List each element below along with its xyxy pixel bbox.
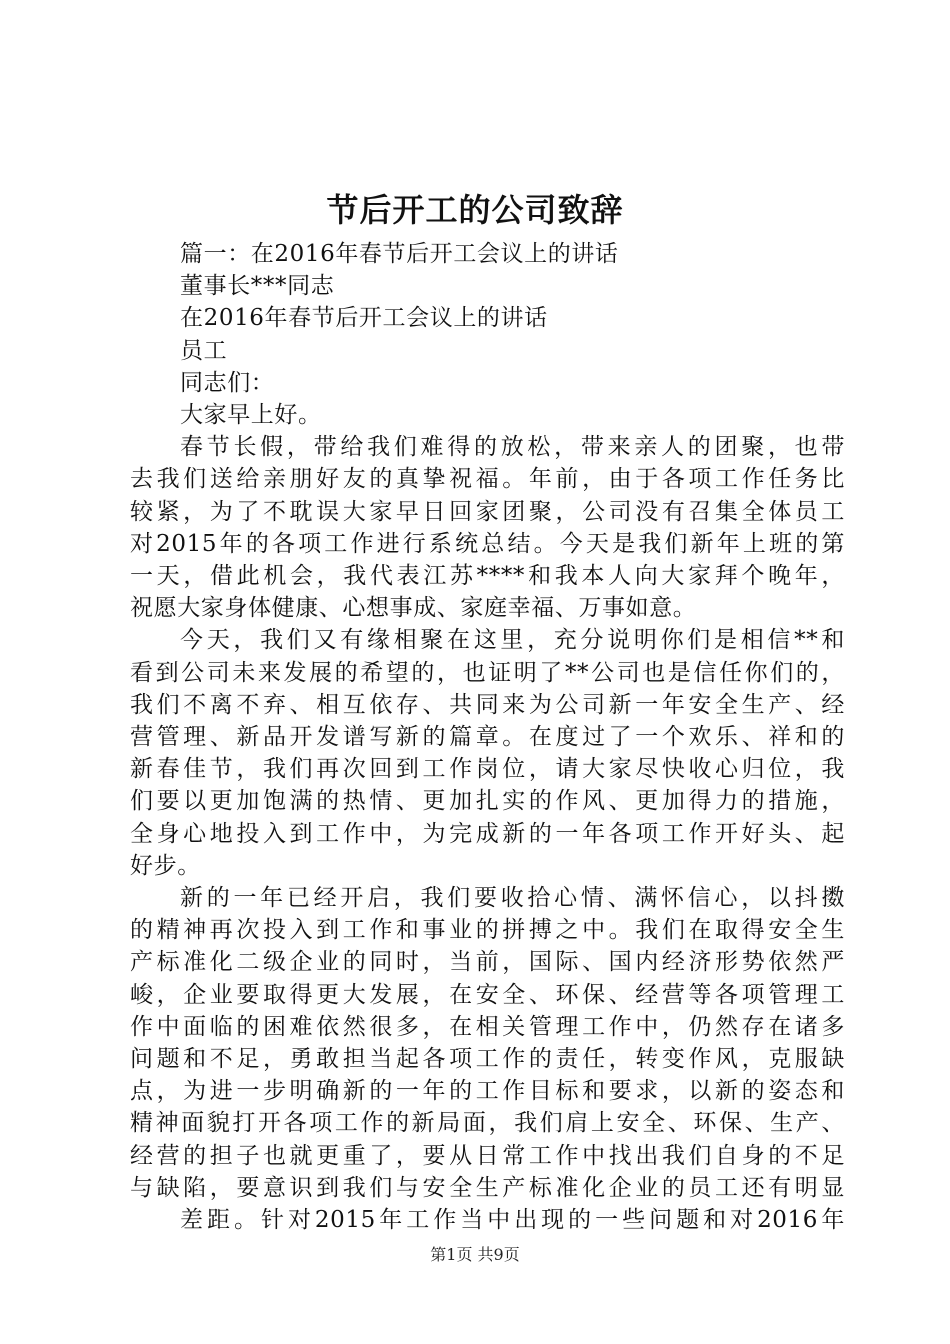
text-line: 春节长假，带给我们难得的放松，带来亲人的团聚，也带 (180, 434, 845, 461)
text-line: 员工 (180, 337, 228, 364)
text-line: 祝愿大家身体健康、心想事成、家庭幸福、万事如意。 (130, 595, 697, 622)
text-line: 董事长***同志 (180, 273, 335, 300)
text-line: 今天，我们又有缘相聚在这里，充分说明你们是相信**和 (180, 627, 845, 654)
text-line: 作中面临的困难依然很多，在相关管理工作中，仍然存在诸多 (130, 1013, 845, 1040)
text-line: 新春佳节，我们再次回到工作岗位，请大家尽快收心归位，我 (130, 756, 845, 783)
text-line: 精神面貌打开各项工作的新局面，我们肩上安全、环保、生产、 (130, 1110, 845, 1137)
text-line: 篇一：在2016年春节后开工会议上的讲话 (180, 241, 619, 267)
text-line: 我们不离不弃、相互依存、共同来为公司新一年安全生产、经 (130, 691, 845, 718)
text-line: 新的一年已经开启，我们要收拾心情、满怀信心，以抖擞 (180, 885, 845, 912)
text-line: 看到公司未来发展的希望的，也证明了**公司也是信任你们的， (130, 659, 845, 686)
text-line: 一天，借此机会，我代表江苏****和我本人向大家拜个晚年， (130, 563, 845, 590)
text-line: 大家早上好。 (180, 402, 322, 429)
text-line: 在2016年春节后开工会议上的讲话 (180, 305, 548, 332)
text-line: 较紧，为了不耽误大家早日回家团聚，公司没有召集全体员工 (130, 498, 845, 525)
text-line: 的精神再次投入到工作和事业的拼搏之中。我们在取得安全生 (130, 917, 845, 944)
page-footer: 第1页 共9页 (430, 1245, 520, 1264)
text-line: 点，为进一步明确新的一年的工作目标和要求，以新的姿态和 (130, 1078, 845, 1105)
text-line: 问题和不足，勇敢担当起各项工作的责任，转变作风，克服缺 (130, 1046, 845, 1073)
text-line: 峻，企业要取得更大发展，在安全、环保、经营等各项管理工 (130, 981, 845, 1008)
text-line: 们要以更加饱满的热情、更加扎实的作风、更加得力的措施， (130, 788, 845, 815)
text-line: 营管理、新品开发谱写新的篇章。在度过了一个欢乐、祥和的 (130, 724, 845, 751)
text-line: 差距。针对2015年工作当中出现的一些问题和对2016年 (180, 1207, 845, 1234)
document-title: 节后开工的公司致辞 (326, 191, 624, 229)
text-line: 好步。 (130, 852, 201, 879)
text-line: 全身心地投入到工作中，为完成新的一年各项工作开好头、起 (130, 820, 845, 847)
text-line: 经营的担子也就更重了，要从日常工作中找出我们自身的不足 (130, 1142, 845, 1169)
text-line: 去我们送给亲朋好友的真挚祝福。年前，由于各项工作任务比 (130, 466, 845, 493)
text-line: 同志们： (180, 369, 275, 396)
text-line: 产标准化二级企业的同时，当前，国际、国内经济形势依然严 (130, 949, 845, 976)
text-line: 与缺陷，要意识到我们与安全生产标准化企业的员工还有明显 (130, 1174, 845, 1201)
document-body (130, 238, 845, 1236)
text-line: 对2015年的各项工作进行系统总结。今天是我们新年上班的第 (130, 530, 845, 557)
